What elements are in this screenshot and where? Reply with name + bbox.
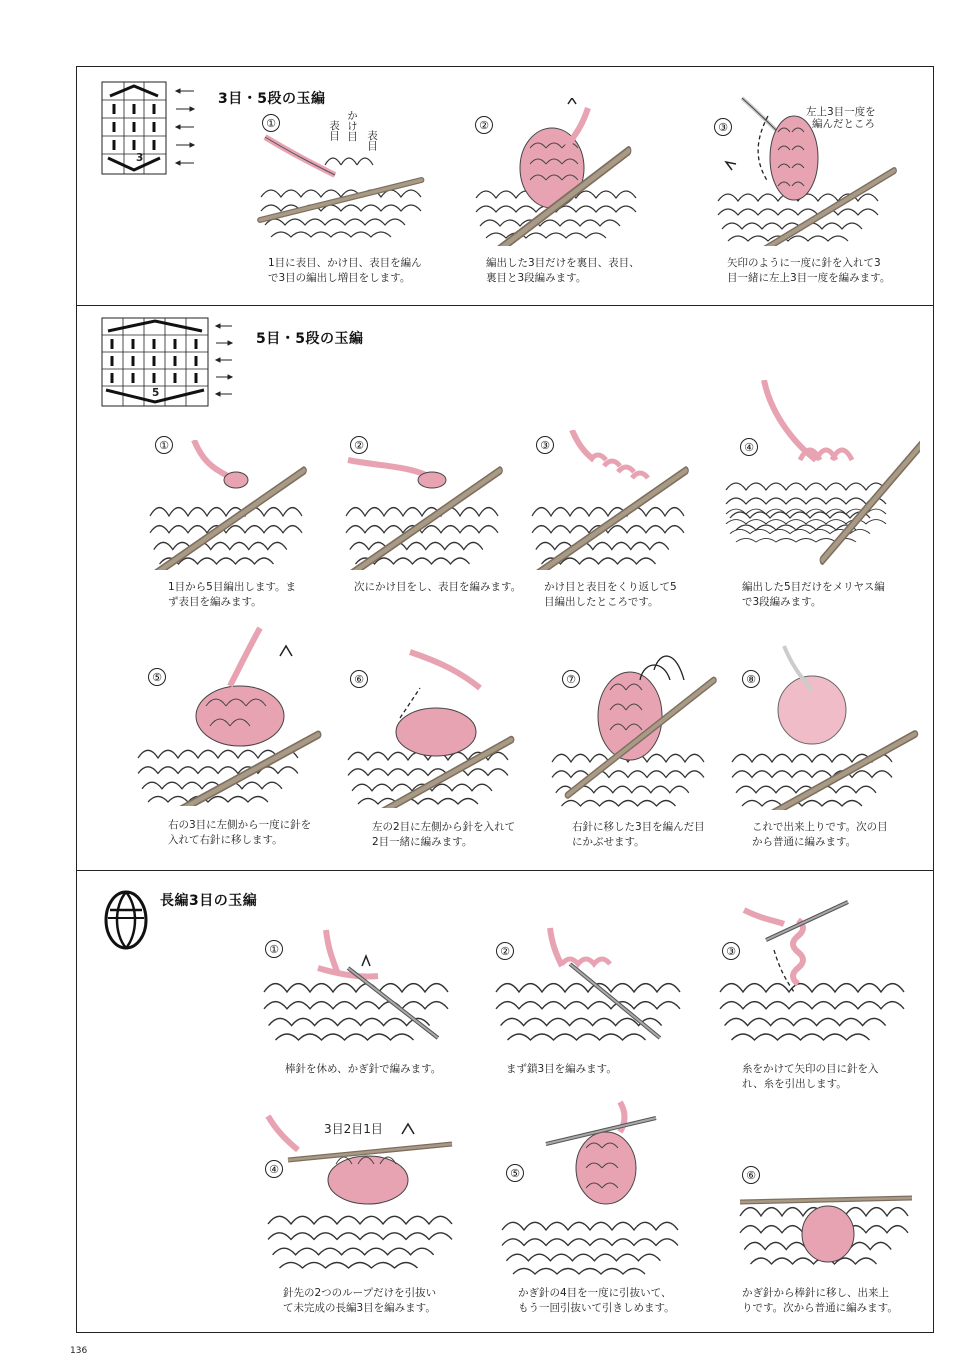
s3-step6-caption-1: かぎ針から棒針に移し、出来上: [742, 1287, 889, 1299]
chart-3-stitch-icon: [100, 80, 200, 178]
s2-step5-illustration: [130, 626, 330, 806]
s3-step2-number: ②: [496, 942, 514, 960]
s2-step8-caption-2: から普通に編みます。: [752, 836, 857, 848]
s2-step1-caption-1: 1目から5目編出します。ま: [168, 581, 297, 593]
s2-step3-illustration: [524, 430, 704, 570]
s3-step5-illustration: [496, 1098, 696, 1278]
s2-step7-caption-2: にかぶせます。: [572, 836, 645, 848]
s2-step4-number: ④: [740, 438, 758, 456]
section-divider-1: [76, 305, 934, 306]
s3-step2-caption-1: まず鎖3目を編みます。: [506, 1063, 617, 1075]
s3-step1-caption-1: 棒針を休め、かぎ針で編みます。: [285, 1063, 442, 1075]
s2-step8-caption-1: これで出来上りです。次の目: [752, 821, 888, 833]
bobble-3-treble-icon: [100, 886, 152, 952]
s2-step4-caption-2: で3段編みます。: [742, 596, 822, 608]
s2-step4-illustration: [720, 380, 920, 570]
s2-step6-caption-1: 左の2目に左側から針を入れて: [372, 821, 516, 833]
section1-title: 3目・5段の玉編: [218, 91, 326, 107]
s1-step1-label-knit-a: 表目: [328, 120, 340, 141]
s2-step7-illustration: [544, 640, 734, 810]
s1-step2-caption-1: 編出した3目だけを裏目、表目、: [486, 257, 640, 269]
s2-step1-number: ①: [155, 436, 173, 454]
s3-step3-caption-2: れ、糸を引出します。: [742, 1078, 847, 1090]
s1-step3-label-2: 編んだところ: [812, 118, 875, 130]
s3-step6-number: ⑥: [742, 1166, 760, 1184]
s3-step5-number: ⑤: [506, 1164, 524, 1182]
s2-step3-caption-1: かけ目と表目をくり返して5: [544, 581, 677, 593]
s2-step7-number: ⑦: [562, 670, 580, 688]
chart-3-number: 3: [136, 152, 144, 164]
chart-5-stitch-icon: [100, 316, 236, 410]
s1-step3-label-1: 左上3目一度を: [806, 106, 876, 118]
s2-step5-caption-2: 入れて右針に移します。: [168, 834, 283, 846]
s3-step6-illustration: [736, 1180, 916, 1280]
s3-step1-illustration: [258, 928, 458, 1058]
s1-step1-label-yo: かけ目: [346, 110, 358, 142]
s2-step3-caption-2: 目編出したところです。: [544, 596, 659, 608]
s1-step1-caption-2: で3目の編出し増目をします。: [268, 272, 411, 284]
s3-step3-illustration: [714, 900, 914, 1060]
s3-step4-caption-1: 針先の2つのループだけを引抜い: [283, 1287, 437, 1299]
s3-step6-caption-2: りです。次から普通に編みます。: [742, 1302, 898, 1314]
s3-step5-caption-2: もう一回引抜いて引きしめます。: [518, 1302, 675, 1314]
s3-step4-illustration: [262, 1110, 472, 1270]
s1-step2-number: ②: [475, 116, 493, 134]
s2-step4-caption-1: 編出した5目だけをメリヤス編: [742, 581, 885, 593]
s2-step6-caption-2: 2目一緒に編みます。: [372, 836, 473, 848]
s3-step3-caption-1: 糸をかけて矢印の目に針を入: [742, 1063, 879, 1075]
s2-step8-number: ⑧: [742, 670, 760, 688]
page-number: 136: [70, 1346, 88, 1356]
section2-title: 5目・5段の玉編: [256, 331, 364, 347]
s3-step2-illustration: [490, 924, 690, 1058]
s1-step3-caption-2: 目一緒に左上3目一度を編みます。: [727, 272, 891, 284]
s2-step5-number: ⑤: [148, 668, 166, 686]
s3-step4-number: ④: [265, 1160, 283, 1178]
s2-step8-illustration: [724, 640, 920, 810]
chart-5-number: 5: [152, 387, 160, 399]
s2-step5-caption-1: 右の3目に左側から一度に針を: [168, 819, 312, 831]
s2-step3-number: ③: [536, 436, 554, 454]
s2-step1-illustration: [142, 440, 312, 570]
s1-step3-caption-1: 矢印のように一度に針を入れて3: [727, 257, 881, 269]
s2-step2-illustration: [338, 440, 508, 570]
s1-step2-caption-2: 裏目と3段編みます。: [486, 272, 587, 284]
s3-step4-caption-2: て未完成の長編3目を編みます。: [283, 1302, 436, 1314]
s1-step1-caption-1: 1目に表目、かけ目、表目を編ん: [268, 257, 422, 269]
s3-step5-caption-1: かぎ針の4目を一度に引抜いて、: [518, 1287, 672, 1299]
s3-step4-label: 3目2目1目: [324, 1122, 383, 1136]
s2-step2-caption-1: 次にかけ目をし、表目を編みます。: [354, 581, 522, 593]
s2-step6-number: ⑥: [350, 670, 368, 688]
s2-step7-caption-1: 右針に移した3目を編んだ目: [572, 821, 705, 833]
s2-step2-number: ②: [350, 436, 368, 454]
s2-step6-illustration: [340, 648, 540, 808]
section3-title: 長編3目の玉編: [160, 893, 258, 909]
s1-step3-number: ③: [714, 118, 732, 136]
section-divider-2: [76, 870, 934, 871]
s3-step1-number: ①: [265, 940, 283, 958]
s1-step2-illustration: [468, 98, 658, 246]
s1-step1-illustration: [255, 125, 440, 245]
s1-step1-label-knit-b: 表目: [366, 130, 378, 151]
s1-step1-number: ①: [262, 114, 280, 132]
s3-step3-number: ③: [722, 942, 740, 960]
s1-step3-illustration: [712, 96, 902, 246]
s2-step1-caption-2: ず表目を編みます。: [168, 596, 262, 608]
